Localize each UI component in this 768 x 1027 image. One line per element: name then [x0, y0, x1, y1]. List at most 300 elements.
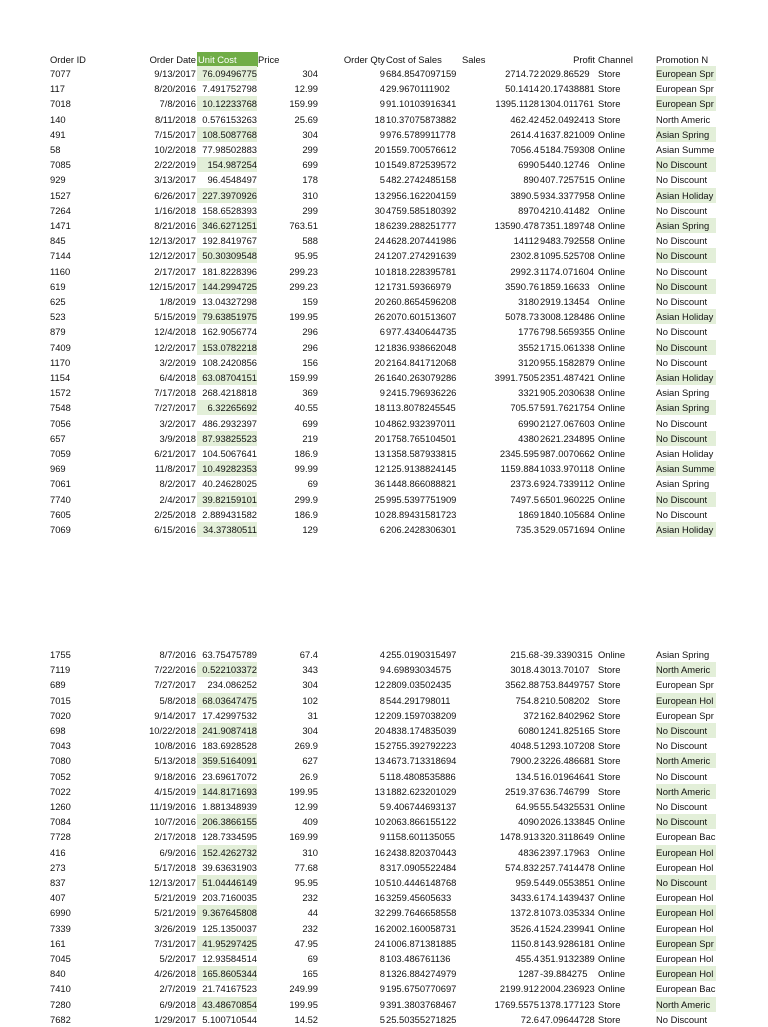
unit-cost-cell[interactable]: 96.4548497	[207, 174, 257, 186]
cost-of-sales-cell[interactable]: 2070.601513607	[386, 311, 457, 323]
profit-cell[interactable]: -39.3390315	[540, 649, 593, 660]
order-qty-cell[interactable]: 15	[374, 740, 385, 752]
promotion-cell[interactable]: European Hol	[656, 861, 714, 873]
order-id-cell[interactable]: 7085	[50, 159, 71, 171]
cost-of-sales-cell[interactable]: 113.8078245545	[386, 402, 456, 414]
order-id-cell[interactable]: 845	[50, 235, 66, 247]
profit-cell[interactable]: 934.3377958	[540, 189, 595, 201]
profit-cell[interactable]: 1637.821009	[540, 128, 595, 140]
sales-cell[interactable]: 890	[523, 174, 539, 186]
unit-cost-cell[interactable]: 128.7334595	[202, 831, 257, 843]
order-qty-cell[interactable]: 5	[379, 801, 385, 812]
order-qty-cell[interactable]: 9	[379, 983, 385, 995]
promotion-cell[interactable]: No Discount	[656, 279, 716, 294]
order-date-cell[interactable]: 8/7/2016	[159, 649, 196, 660]
order-qty-cell[interactable]: 26	[374, 372, 385, 383]
profit-cell[interactable]: 1859.16633	[540, 280, 590, 292]
order-date-cell[interactable]: 12/13/2017	[149, 235, 196, 247]
sales-cell[interactable]: 4836	[518, 846, 539, 858]
profit-cell[interactable]: 905.2030638	[540, 387, 595, 399]
cost-of-sales-cell[interactable]: 2438.820370443	[386, 846, 457, 858]
order-id-cell[interactable]: 1572	[50, 387, 71, 399]
header-promotion[interactable]: Promotion N	[656, 54, 709, 65]
order-qty-cell[interactable]: 8	[379, 953, 385, 964]
order-id-cell[interactable]: 140	[50, 113, 66, 125]
order-id-cell[interactable]: 7410	[50, 983, 71, 995]
price-cell[interactable]: 69	[307, 478, 318, 490]
order-id-cell[interactable]: 7605	[50, 508, 71, 520]
profit-cell[interactable]: 5440.12746	[540, 159, 590, 171]
sales-cell[interactable]: 2519.37	[505, 785, 539, 797]
sales-cell[interactable]: 7900.2	[510, 755, 539, 767]
unit-cost-cell[interactable]: 41.95297425	[197, 936, 257, 951]
unit-cost-cell[interactable]: 12.93584514	[202, 953, 257, 964]
sales-cell[interactable]: 50.1414	[505, 83, 539, 95]
promotion-cell[interactable]: Asian Spring	[656, 127, 716, 142]
price-cell[interactable]: 299.23	[289, 265, 318, 277]
channel-cell[interactable]: Store	[598, 998, 621, 1010]
order-qty-cell[interactable]: 20	[374, 144, 385, 155]
order-qty-cell[interactable]: 18	[374, 220, 385, 231]
price-cell[interactable]: 159.99	[289, 372, 318, 383]
unit-cost-cell[interactable]: 39.63631903	[202, 861, 257, 873]
channel-cell[interactable]: Store	[598, 664, 621, 676]
cost-of-sales-cell[interactable]: 255.0190315497	[386, 649, 457, 660]
unit-cost-cell[interactable]: 104.5067641	[202, 448, 257, 459]
sales-cell[interactable]: 215.68	[510, 649, 539, 660]
order-qty-cell[interactable]: 20	[374, 356, 385, 368]
order-date-cell[interactable]: 10/2/2018	[154, 144, 196, 155]
price-cell[interactable]: 129	[302, 524, 318, 535]
order-id-cell[interactable]: 837	[50, 877, 66, 888]
sales-cell[interactable]: 3890.5	[510, 189, 539, 201]
price-cell[interactable]: 269.9	[294, 740, 318, 752]
price-cell[interactable]: 99.99	[294, 463, 318, 475]
profit-cell[interactable]: 798.5659355	[540, 326, 595, 338]
profit-cell[interactable]: 987.0070662	[540, 448, 595, 459]
profit-cell[interactable]: 1174.071604	[540, 265, 595, 277]
order-qty-cell[interactable]: 20	[374, 296, 385, 307]
sales-cell[interactable]: 2614.4	[510, 128, 539, 140]
sales-cell[interactable]: 13590.478	[494, 220, 539, 231]
sales-cell[interactable]: 1372.8	[510, 907, 539, 919]
order-id-cell[interactable]: 7015	[50, 694, 71, 706]
order-id-cell[interactable]: 117	[50, 83, 65, 95]
unit-cost-cell[interactable]: 125.1350037	[202, 922, 257, 934]
order-qty-cell[interactable]: 30	[374, 204, 385, 216]
channel-cell[interactable]: Online	[598, 478, 626, 490]
sales-cell[interactable]: 2373.6	[510, 478, 539, 490]
price-cell[interactable]: 95.95	[294, 877, 318, 888]
price-cell[interactable]: 159	[302, 296, 318, 307]
promotion-cell[interactable]: North Americ	[656, 753, 716, 768]
channel-cell[interactable]: Store	[598, 785, 621, 797]
cost-of-sales-cell[interactable]: 995.5397751909	[386, 493, 457, 505]
price-cell[interactable]: 102	[302, 694, 318, 706]
order-qty-cell[interactable]: 13	[374, 448, 385, 459]
unit-cost-cell[interactable]: 9.367645808	[197, 905, 257, 920]
channel-cell[interactable]: Store	[598, 694, 621, 706]
unit-cost-cell[interactable]: 108.2420856	[202, 356, 257, 368]
sales-cell[interactable]: 2345.595	[499, 448, 539, 459]
order-date-cell[interactable]: 2/17/2017	[154, 265, 196, 277]
promotion-cell[interactable]: No Discount	[656, 1013, 708, 1025]
profit-cell[interactable]: 1378.177123	[540, 998, 595, 1010]
channel-cell[interactable]: Store	[598, 740, 621, 752]
promotion-cell[interactable]: European Spr	[656, 83, 714, 95]
order-qty-cell[interactable]: 9	[379, 831, 385, 843]
cost-of-sales-cell[interactable]: 118.4808535886	[386, 770, 456, 782]
order-date-cell[interactable]: 5/21/2019	[154, 892, 196, 904]
order-qty-cell[interactable]: 10	[374, 508, 385, 520]
profit-cell[interactable]: 210.508202	[540, 694, 590, 706]
order-id-cell[interactable]: 698	[50, 725, 66, 736]
price-cell[interactable]: 232	[302, 892, 318, 904]
order-date-cell[interactable]: 6/9/2016	[159, 846, 196, 858]
price-cell[interactable]: 232	[302, 922, 318, 934]
cost-of-sales-cell[interactable]: 1158.601135055	[386, 831, 455, 843]
cost-of-sales-cell[interactable]: 482.2742485158	[386, 174, 457, 186]
unit-cost-cell[interactable]: 63.75475789	[202, 649, 257, 660]
order-id-cell[interactable]: 7409	[50, 341, 71, 353]
profit-cell[interactable]: 257.7414478	[540, 861, 595, 873]
unit-cost-cell[interactable]: 181.8228396	[202, 265, 257, 277]
cost-of-sales-cell[interactable]: 1326.884274979	[386, 968, 457, 980]
price-cell[interactable]: 310	[302, 846, 318, 858]
channel-cell[interactable]: Online	[598, 861, 626, 873]
order-id-cell[interactable]: 7069	[50, 524, 71, 535]
sales-cell[interactable]: 1395.1128	[495, 98, 539, 110]
channel-cell[interactable]: Online	[598, 159, 626, 171]
cost-of-sales-cell[interactable]: 4.69893034575	[386, 664, 452, 676]
cost-of-sales-cell[interactable]: 206.2428306301	[386, 524, 457, 535]
channel-cell[interactable]: Online	[598, 265, 626, 277]
channel-cell[interactable]: Online	[598, 372, 626, 383]
channel-cell[interactable]: Online	[598, 968, 626, 980]
promotion-cell[interactable]: Asian Spring	[656, 218, 716, 233]
promotion-cell[interactable]: Asian Spring	[656, 400, 716, 415]
order-date-cell[interactable]: 12/15/2017	[149, 280, 196, 292]
cost-of-sales-cell[interactable]: 2002.160058731	[386, 922, 457, 934]
unit-cost-cell[interactable]: 63.08704151	[197, 370, 257, 385]
order-id-cell[interactable]: 619	[50, 280, 66, 292]
order-date-cell[interactable]: 4/26/2018	[154, 968, 196, 980]
order-id-cell[interactable]: 7059	[50, 448, 71, 459]
order-qty-cell[interactable]: 13	[374, 755, 385, 767]
price-cell[interactable]: 69	[307, 953, 318, 964]
sales-cell[interactable]: 8970	[518, 204, 539, 216]
sales-cell[interactable]: 455.4	[515, 953, 539, 964]
cost-of-sales-cell[interactable]: 4628.207441986	[386, 235, 457, 247]
order-id-cell[interactable]: 7018	[50, 98, 71, 110]
order-qty-cell[interactable]: 13	[374, 189, 385, 201]
order-date-cell[interactable]: 5/15/2019	[154, 311, 196, 323]
sales-cell[interactable]: 7056.4	[510, 144, 539, 155]
order-id-cell[interactable]: 7080	[50, 755, 71, 767]
header-cost-of-sales[interactable]: Cost of Sales	[386, 54, 442, 65]
unit-cost-cell[interactable]: 13.04327298	[202, 296, 257, 307]
cost-of-sales-cell[interactable]: 1758.765104501	[386, 432, 457, 444]
promotion-cell[interactable]: Asian Holiday	[656, 309, 716, 324]
profit-cell[interactable]: 3013.70107	[540, 664, 590, 676]
order-qty-cell[interactable]: 24	[374, 250, 385, 262]
price-cell[interactable]: 249.99	[289, 983, 318, 995]
sales-cell[interactable]: 3526.4	[510, 922, 539, 934]
channel-cell[interactable]: Online	[598, 907, 626, 919]
cost-of-sales-cell[interactable]: 125.9138824145	[386, 463, 457, 475]
channel-cell[interactable]: Online	[598, 508, 626, 520]
header-channel[interactable]: Channel	[598, 54, 633, 65]
sales-cell[interactable]: 2199.912	[499, 983, 539, 995]
price-cell[interactable]: 343	[302, 664, 318, 676]
promotion-cell[interactable]: No Discount	[656, 417, 708, 429]
sales-cell[interactable]: 705.57	[510, 402, 539, 414]
cost-of-sales-cell[interactable]: 2809.03502435	[386, 679, 452, 691]
order-date-cell[interactable]: 6/15/2016	[154, 524, 196, 535]
price-cell[interactable]: 304	[302, 679, 318, 691]
cost-of-sales-cell[interactable]: 977.4340644735	[386, 326, 457, 338]
cost-of-sales-cell[interactable]: 1448.866088821	[386, 478, 457, 490]
promotion-cell[interactable]: No Discount	[656, 326, 708, 338]
sales-cell[interactable]: 1478.913	[499, 831, 539, 843]
header-order-id[interactable]: Order ID	[50, 54, 86, 65]
order-date-cell[interactable]: 3/2/2019	[159, 356, 196, 368]
order-qty-cell[interactable]: 8	[379, 968, 385, 980]
sales-cell[interactable]: 462.42	[510, 113, 539, 125]
order-date-cell[interactable]: 9/18/2016	[154, 770, 196, 782]
unit-cost-cell[interactable]: 154.987254	[197, 157, 257, 172]
unit-cost-cell[interactable]: 6.32265692	[197, 400, 257, 415]
order-date-cell[interactable]: 7/31/2017	[154, 937, 196, 949]
unit-cost-cell[interactable]: 183.6928528	[202, 740, 257, 752]
order-id-cell[interactable]: 879	[50, 326, 66, 338]
price-cell[interactable]: 763.51	[289, 220, 318, 231]
profit-cell[interactable]: 1840.105684	[540, 508, 595, 520]
channel-cell[interactable]: Online	[598, 128, 626, 140]
price-cell[interactable]: 299	[302, 144, 318, 155]
order-date-cell[interactable]: 5/13/2018	[154, 755, 196, 767]
channel-cell[interactable]: Online	[598, 250, 626, 262]
unit-cost-cell[interactable]: 268.4218818	[202, 387, 257, 399]
profit-cell[interactable]: 1715.061338	[540, 341, 595, 353]
order-id-cell[interactable]: 1154	[50, 372, 71, 383]
channel-cell[interactable]: Online	[598, 892, 626, 904]
order-date-cell[interactable]: 8/2/2017	[159, 478, 196, 490]
order-date-cell[interactable]: 1/16/2018	[154, 204, 196, 216]
unit-cost-cell[interactable]: 87.93825523	[197, 431, 257, 446]
promotion-cell[interactable]: European Hol	[656, 905, 716, 920]
price-cell[interactable]: 169.99	[289, 831, 318, 843]
order-qty-cell[interactable]: 12	[374, 341, 385, 353]
cost-of-sales-cell[interactable]: 1731.59366979	[386, 280, 452, 292]
profit-cell[interactable]: 1095.525708	[540, 250, 595, 262]
order-date-cell[interactable]: 9/14/2017	[154, 709, 196, 721]
channel-cell[interactable]: Store	[598, 1013, 621, 1025]
cost-of-sales-cell[interactable]: 2164.841712068	[386, 356, 457, 368]
price-cell[interactable]: 627	[302, 755, 318, 767]
profit-cell[interactable]: 452.0492413	[540, 113, 595, 125]
price-cell[interactable]: 165	[302, 968, 318, 980]
unit-cost-cell[interactable]: 23.69617072	[202, 770, 257, 782]
channel-cell[interactable]: Store	[598, 679, 621, 691]
profit-cell[interactable]: 6501.960225	[540, 493, 595, 505]
cost-of-sales-cell[interactable]: 195.6750770697	[386, 983, 457, 995]
order-qty-cell[interactable]: 10	[374, 159, 385, 171]
promotion-cell[interactable]: European Spr	[656, 96, 716, 111]
order-date-cell[interactable]: 11/8/2017	[154, 463, 196, 475]
order-date-cell[interactable]: 2/7/2019	[159, 983, 196, 995]
promotion-cell[interactable]: No Discount	[656, 801, 708, 812]
profit-cell[interactable]: 1033.970118	[540, 463, 595, 475]
channel-cell[interactable]: Online	[598, 463, 626, 475]
cost-of-sales-cell[interactable]: 1207.274291639	[386, 250, 457, 262]
unit-cost-cell[interactable]: 40.24628025	[202, 478, 257, 490]
promotion-cell[interactable]: European Hol	[656, 922, 714, 934]
unit-cost-cell[interactable]: 1.881348939	[202, 801, 257, 812]
profit-cell[interactable]: 5184.759308	[540, 144, 595, 155]
order-id-cell[interactable]: 7043	[50, 740, 71, 752]
price-cell[interactable]: 25.69	[294, 113, 318, 125]
sales-cell[interactable]: 134.5	[515, 770, 539, 782]
sales-cell[interactable]: 3562.88	[505, 679, 539, 691]
price-cell[interactable]: 95.95	[294, 250, 318, 262]
order-qty-cell[interactable]: 16	[374, 892, 385, 904]
price-cell[interactable]: 199.95	[289, 311, 318, 323]
order-qty-cell[interactable]: 25	[374, 493, 385, 505]
order-date-cell[interactable]: 5/2/2017	[159, 953, 196, 964]
order-id-cell[interactable]: 1160	[50, 265, 71, 277]
unit-cost-cell[interactable]: 206.3866155	[197, 814, 257, 829]
cost-of-sales-cell[interactable]: 299.7646658558	[386, 907, 457, 919]
channel-cell[interactable]: Online	[598, 524, 626, 535]
cost-of-sales-cell[interactable]: 1559.700576612	[386, 144, 457, 155]
header-price[interactable]: Price	[258, 54, 280, 65]
channel-cell[interactable]: Online	[598, 387, 626, 399]
unit-cost-cell[interactable]: 10.49282353	[197, 461, 257, 476]
price-cell[interactable]: 199.95	[289, 785, 318, 797]
sales-cell[interactable]: 735.3	[515, 524, 539, 535]
order-qty-cell[interactable]: 5	[379, 174, 385, 186]
cost-of-sales-cell[interactable]: 6239.288251777	[386, 220, 457, 231]
profit-cell[interactable]: 1524.239941	[540, 922, 595, 934]
order-qty-cell[interactable]: 26	[374, 311, 385, 323]
cost-of-sales-cell[interactable]: 4673.713318694	[386, 755, 457, 767]
cost-of-sales-cell[interactable]: 1818.228395781	[386, 265, 457, 277]
cost-of-sales-cell[interactable]: 684.8547097159	[386, 68, 457, 79]
channel-cell[interactable]: Online	[598, 953, 626, 964]
cost-of-sales-cell[interactable]: 1549.872539572	[386, 159, 457, 171]
promotion-cell[interactable]: No Discount	[656, 723, 716, 738]
sales-cell[interactable]: 5078.73	[505, 311, 539, 323]
unit-cost-cell[interactable]: 77.98502883	[202, 144, 257, 155]
order-date-cell[interactable]: 8/20/2016	[154, 83, 196, 95]
promotion-cell[interactable]: North Americ	[656, 662, 716, 677]
channel-cell[interactable]: Online	[598, 311, 626, 323]
channel-cell[interactable]: Store	[598, 98, 621, 110]
cost-of-sales-cell[interactable]: 2415.796936226	[386, 387, 457, 399]
channel-cell[interactable]: Store	[598, 113, 621, 125]
unit-cost-cell[interactable]: 192.8419767	[202, 235, 257, 247]
promotion-cell[interactable]: No Discount	[656, 248, 716, 263]
order-id-cell[interactable]: 7740	[50, 493, 71, 505]
order-date-cell[interactable]: 2/22/2019	[154, 159, 196, 171]
profit-cell[interactable]: 16.01964641	[540, 770, 595, 782]
profit-cell[interactable]: 449.0553851	[540, 877, 595, 888]
sales-cell[interactable]: 4090	[518, 816, 539, 828]
promotion-cell[interactable]: Asian Holiday	[656, 448, 714, 459]
order-date-cell[interactable]: 10/8/2016	[154, 740, 196, 752]
channel-cell[interactable]: Online	[598, 493, 626, 505]
unit-cost-cell[interactable]: 21.74167523	[202, 983, 257, 995]
sales-cell[interactable]: 1159.884	[500, 463, 539, 475]
price-cell[interactable]: 14.52	[294, 1013, 318, 1025]
price-cell[interactable]: 178	[302, 174, 318, 186]
order-id-cell[interactable]: 7022	[50, 785, 71, 797]
cost-of-sales-cell[interactable]: 1358.587933815	[386, 448, 457, 459]
profit-cell[interactable]: 924.7339112	[540, 478, 595, 490]
price-cell[interactable]: 186.9	[294, 448, 318, 459]
order-qty-cell[interactable]: 12	[374, 280, 385, 292]
unit-cost-cell[interactable]: 234.086252	[207, 679, 257, 691]
channel-cell[interactable]: Online	[598, 174, 626, 186]
order-id-cell[interactable]: 1527	[50, 189, 71, 201]
order-id-cell[interactable]: 7144	[50, 250, 71, 262]
cost-of-sales-cell[interactable]: 544.291798011	[386, 694, 451, 706]
sales-cell[interactable]: 14112	[513, 235, 539, 247]
channel-cell[interactable]: Online	[598, 220, 626, 231]
price-cell[interactable]: 40.55	[294, 402, 318, 414]
order-date-cell[interactable]: 5/17/2018	[154, 861, 196, 873]
order-id-cell[interactable]: 7339	[50, 922, 71, 934]
header-order-date[interactable]: Order Date	[149, 54, 196, 65]
order-qty-cell[interactable]: 8	[379, 861, 385, 873]
channel-cell[interactable]: Online	[598, 816, 626, 828]
order-date-cell[interactable]: 10/22/2018	[149, 725, 196, 736]
order-qty-cell[interactable]: 5	[379, 1013, 385, 1025]
order-qty-cell[interactable]: 10	[374, 877, 385, 888]
promotion-cell[interactable]: North Americ	[656, 113, 711, 125]
promotion-cell[interactable]: No Discount	[656, 770, 708, 782]
order-date-cell[interactable]: 12/4/2018	[154, 326, 196, 338]
order-id-cell[interactable]: 273	[50, 861, 66, 873]
unit-cost-cell[interactable]: 51.04446149	[197, 875, 257, 890]
order-qty-cell[interactable]: 10	[374, 417, 385, 429]
order-date-cell[interactable]: 6/26/2017	[154, 189, 196, 201]
sales-cell[interactable]: 574.832	[505, 861, 539, 873]
promotion-cell[interactable]: European Spr	[656, 66, 716, 81]
promotion-cell[interactable]: No Discount	[656, 235, 708, 247]
order-id-cell[interactable]: 840	[50, 968, 66, 980]
cost-of-sales-cell[interactable]: 1640.263079286	[386, 372, 457, 383]
order-id-cell[interactable]: 7280	[50, 998, 71, 1010]
order-qty-cell[interactable]: 12	[374, 463, 385, 475]
price-cell[interactable]: 31	[307, 709, 318, 721]
profit-cell[interactable]: 636.746799	[540, 785, 590, 797]
order-id-cell[interactable]: 7084	[50, 816, 71, 828]
profit-cell[interactable]: 2127.067603	[540, 417, 595, 429]
sales-cell[interactable]: 6990	[518, 417, 539, 429]
header-sales[interactable]: Sales	[462, 54, 486, 65]
channel-cell[interactable]: Online	[598, 189, 626, 201]
order-date-cell[interactable]: 6/21/2017	[154, 448, 196, 459]
unit-cost-cell[interactable]: 5.100710544	[202, 1013, 257, 1025]
channel-cell[interactable]: Online	[598, 432, 626, 444]
promotion-cell[interactable]: No Discount	[656, 204, 708, 216]
promotion-cell[interactable]: European Bac	[656, 831, 716, 843]
cost-of-sales-cell[interactable]: 317.0905522484	[386, 861, 457, 873]
order-id-cell[interactable]: 625	[50, 296, 66, 307]
order-qty-cell[interactable]: 9	[379, 128, 385, 140]
